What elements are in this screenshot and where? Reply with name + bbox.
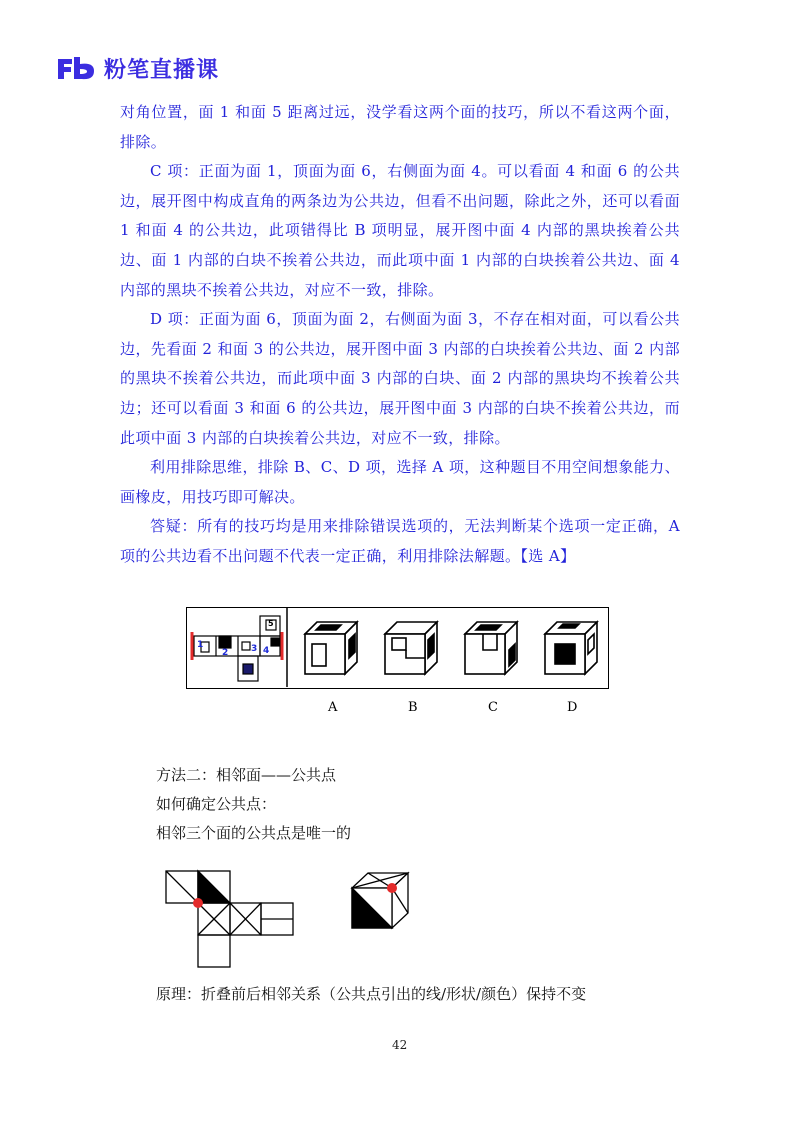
method-question: 如何确定公共点： [156,795,277,813]
method-rule: 相邻三个面的公共点是唯一的 [156,824,352,842]
cube-options [187,608,607,687]
method-title: 方法二：相邻面——公共点 [156,766,337,784]
option-label-c: C [488,700,498,715]
net-face-5: 5 [268,619,274,628]
brand-title: 粉笔直播课 [104,57,220,83]
fenbi-logo-icon [56,55,96,81]
net-face-4: 4 [263,646,270,656]
common-point-figure [0,866,800,976]
option-label-a: A [328,700,338,715]
method-two-section [156,761,351,848]
paragraph-qa [120,512,680,571]
common-point-net-marker [193,898,203,908]
folded-cube-with-common-point [352,873,408,928]
cube-option-a [305,622,357,674]
net-face-3: 3 [251,644,258,654]
qa-text: 答疑：所有的技巧均是用来排除错误选项的，无法判断某个选项一定正确，A 项的公共边看不出问题不代表一定正确，利用排除法解题。 [120,517,680,565]
cube-question-figure [186,607,609,689]
principle-section [156,980,586,1009]
cube-option-b [385,622,437,674]
net-with-common-point [166,871,293,967]
principle-text: 原理：折叠前后相邻关系（公共点引出的线/形状/颜色）保持不变 [156,985,587,1003]
option-labels [0,700,800,720]
cube-option-c [465,622,517,674]
header [56,50,219,86]
option-label-b: B [408,700,418,715]
cube-option-d [545,622,597,674]
page-number: 42 [392,1038,408,1052]
option-label-d: D [567,700,578,715]
net-face-1: 1 [197,640,204,650]
paragraph-conclusion: 利用排除思维，排除 B、C、D 项，选择 A 项，这种题目不用空间想象能力、画橡皮，用技巧即可解决。 [120,458,680,506]
paragraph-1: 对角位置，面 1 和面 5 距离过远，没学看这两个面的技巧，所以不看这两个面，排除。 [120,103,680,151]
paragraph-d-option: D 项：正面为面 6，顶面为面 2，右侧面为面 3，不存在相对面，可以看公共边，先看面 2 和面 3 的公共边，展开图中面 3 内部的白块挨着公共边、面 2 内部的黑块不挨着公共边，而此项中面 3 内部的白块、面 2 内部的黑块均不挨着公共边；还可以看面 3 和面 6 的公共边，展开图中面 3 内部的白块不挨着公共边，而此项中面 3 内部的白块挨着公共边，对应不一致，排除。 [120,310,680,447]
explanation-text [120,98,680,572]
answer-tag: 【选 A】 [520,546,576,565]
paragraph-c-option: C 项：正面为面 1，顶面为面 6，右侧面为面 4。可以看面 4 和面 6 的公共边，展开图中构成直角的两条边为公共边，但看不出问题，除此之外，还可以看面 1 和面 4 的公共边，此项错得比 B 项明显，展开图中面 4 内部的黑块挨着公共边、面 1 内部的白块不挨着公共边，而此项中面 1 内部的白块挨着公共边、面 4 内部的黑块不挨着公共边，对应不一致，排除。 [120,162,680,299]
net-face-2: 2 [222,648,229,658]
common-point-cube-marker [387,883,397,893]
